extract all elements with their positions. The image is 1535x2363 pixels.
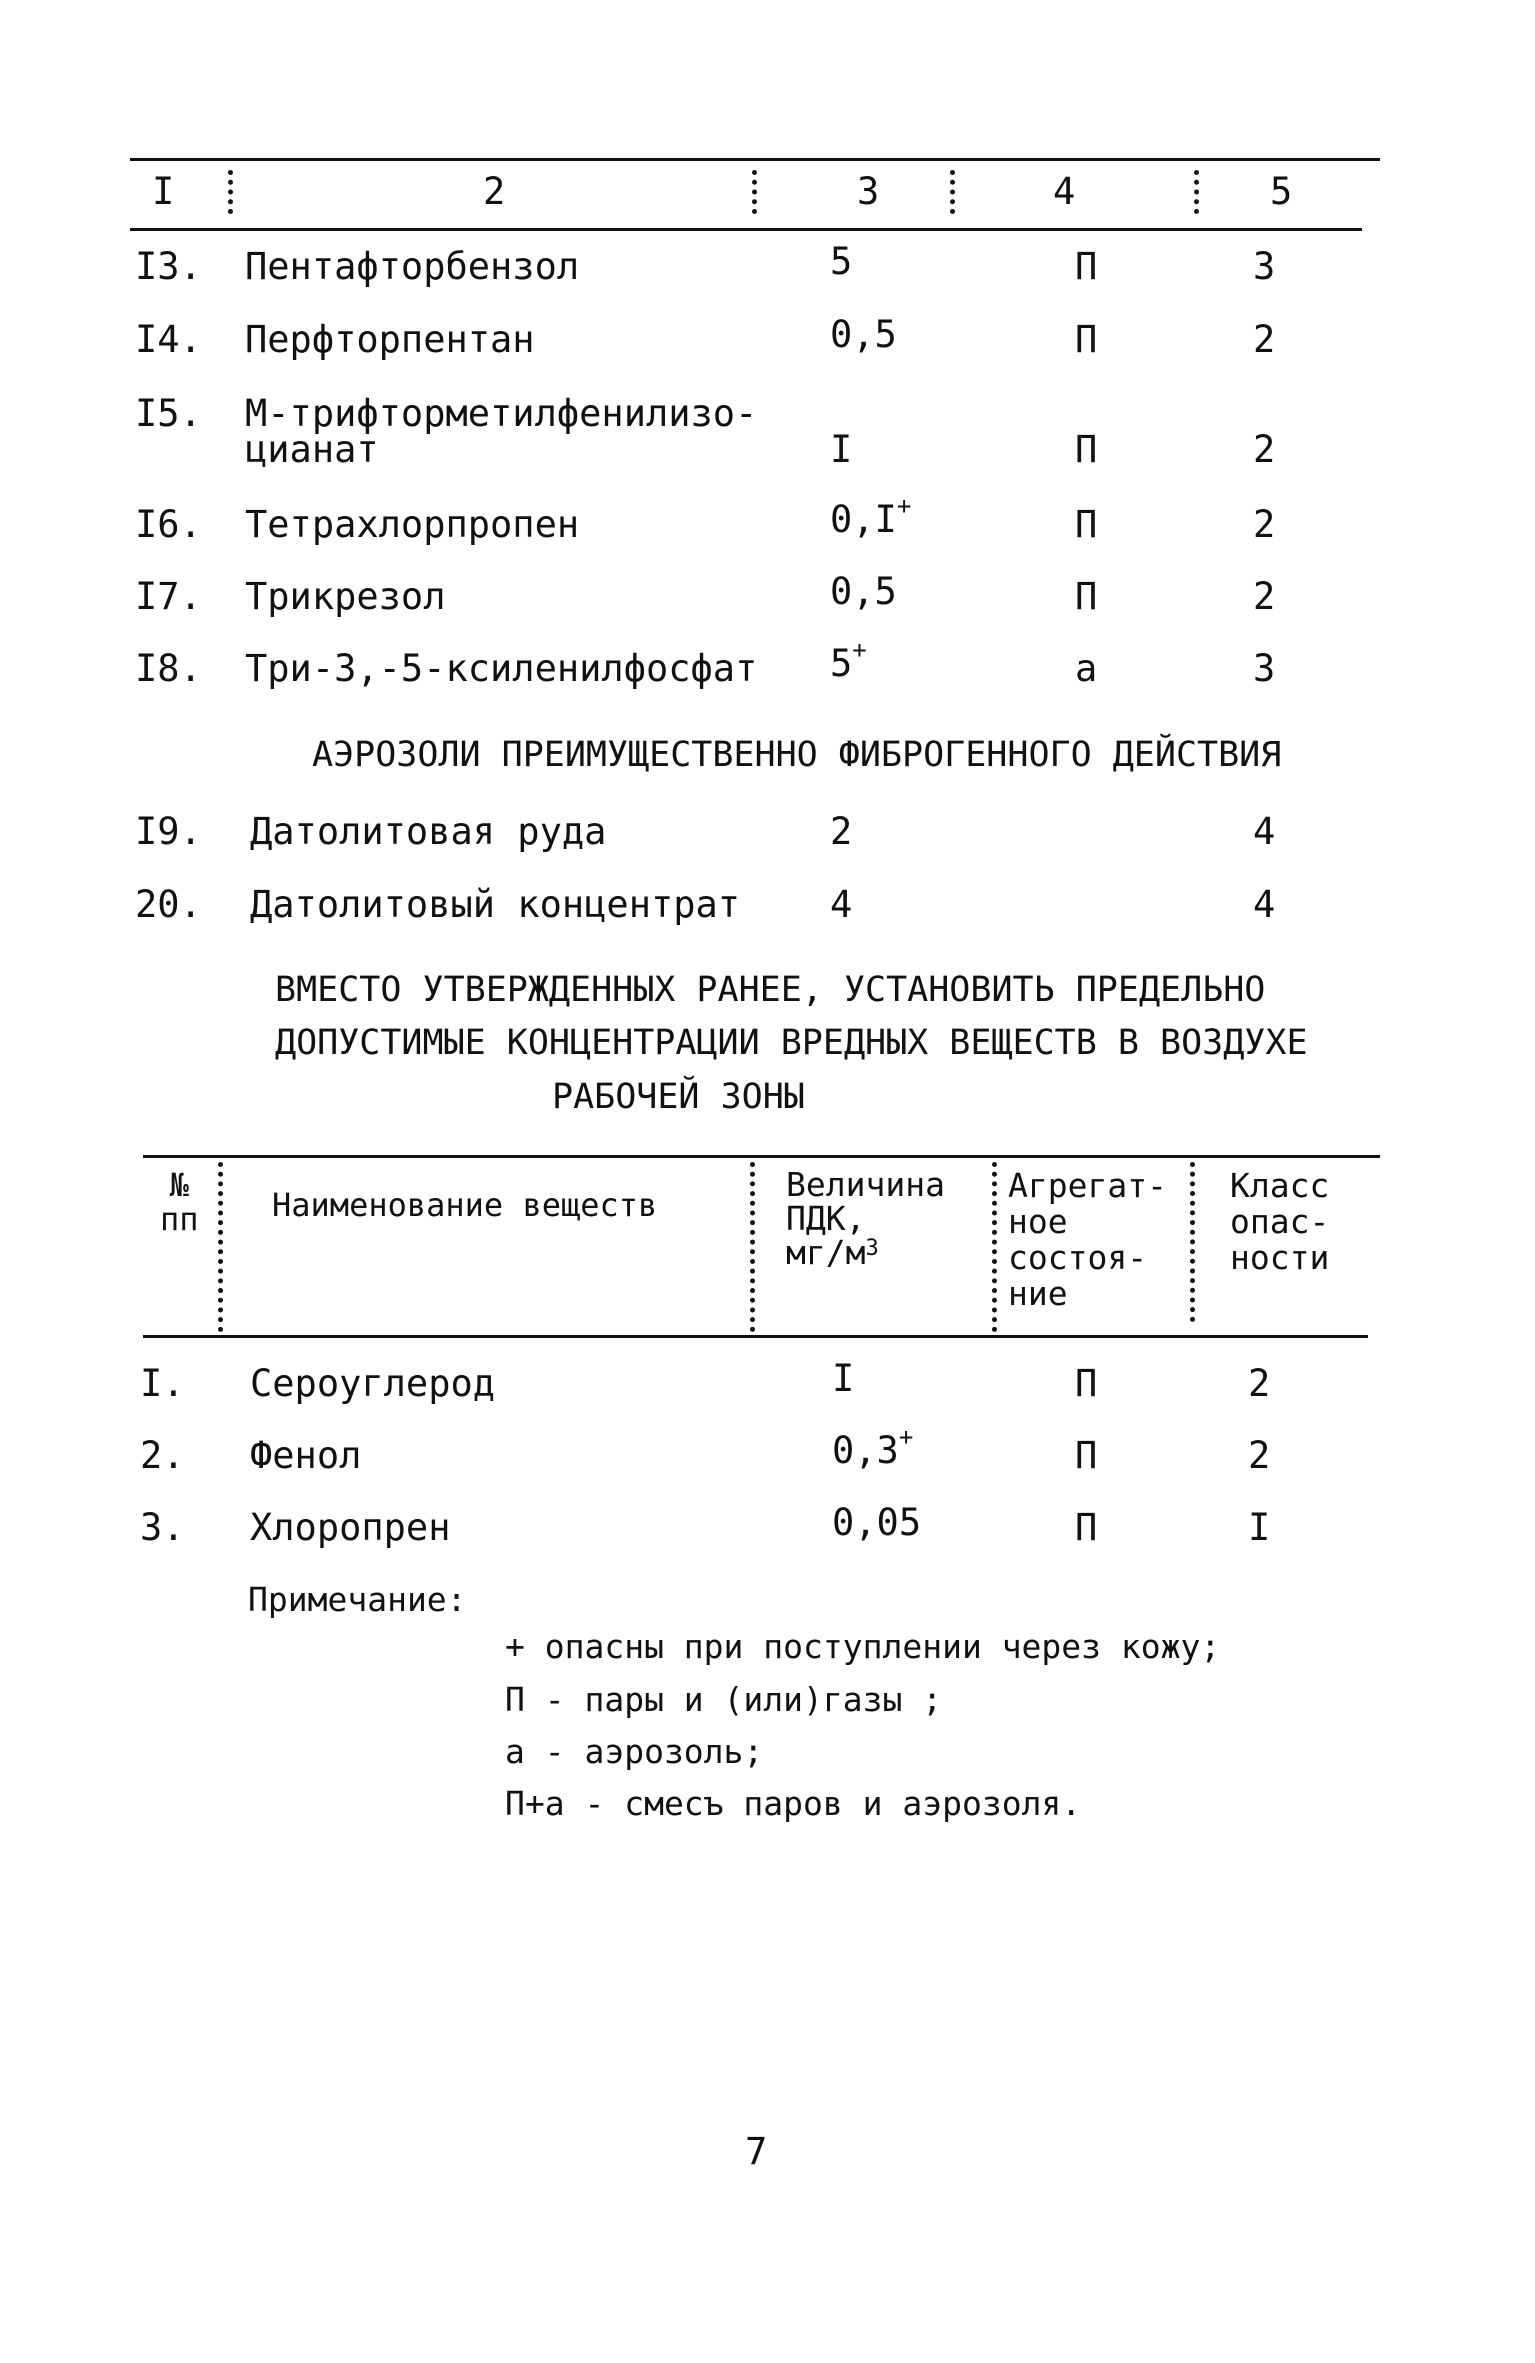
section-heading-line: РАБОЧЕЙ ЗОНЫ bbox=[552, 1077, 805, 1117]
section-heading-line: ВМЕСТО УТВЕРЖДЕННЫХ РАНЕЕ, УСТАНОВИТЬ ПРЕДЕЛЬНО bbox=[275, 970, 1266, 1010]
pdk-value: 0,I+ bbox=[830, 492, 912, 541]
row-number: 2. bbox=[140, 1434, 185, 1477]
class-value: 3 bbox=[1253, 245, 1276, 288]
substance-name: Хлоропрен bbox=[250, 1506, 451, 1549]
row-number: 20. bbox=[135, 883, 202, 926]
row-number: I8. bbox=[135, 647, 202, 690]
table1-col1-header: I bbox=[152, 170, 175, 213]
substance-name: М-трифторметилфенилизо- bbox=[245, 392, 758, 435]
state-value: а bbox=[1075, 647, 1098, 690]
table2-header-class: Класс опас- ности bbox=[1230, 1166, 1330, 1277]
substance-name: Пентафторбензол bbox=[245, 245, 580, 288]
substance-name: Датолитовая руда bbox=[250, 810, 607, 853]
pdk-value: I bbox=[830, 428, 853, 471]
class-value: 2 bbox=[1248, 1362, 1271, 1405]
class-value: 2 bbox=[1253, 318, 1276, 361]
table2-col-divider bbox=[1190, 1162, 1195, 1322]
substance-name: Перфторпентан bbox=[245, 318, 535, 361]
table1-col4-header: 4 bbox=[1053, 170, 1076, 213]
substance-name: Тетрахлорпропен bbox=[245, 503, 580, 546]
row-number: I9. bbox=[135, 810, 202, 853]
substance-name-continued: цианат bbox=[245, 428, 379, 471]
pdk-value: 0,5 bbox=[830, 570, 897, 613]
row-number: I4. bbox=[135, 318, 202, 361]
note-line: П - пары и (или)газы ; bbox=[505, 1680, 943, 1719]
pdk-value: 4 bbox=[830, 883, 853, 926]
note-line: а - аэрозоль; bbox=[505, 1732, 764, 1771]
note-label: Примечание: bbox=[248, 1580, 467, 1619]
class-value: 2 bbox=[1248, 1434, 1271, 1477]
state-value: П bbox=[1075, 503, 1098, 546]
note-line: + опасны при поступлении через кожу; bbox=[505, 1627, 1221, 1666]
row-number: I5. bbox=[135, 392, 202, 435]
section-heading-line: ДОПУСТИМЫЕ КОНЦЕНТРАЦИИ ВРЕДНЫХ ВЕЩЕСТВ В ВОЗДУХЕ bbox=[275, 1023, 1308, 1063]
table2-col-divider bbox=[992, 1162, 997, 1332]
table1-top-rule bbox=[130, 158, 1380, 161]
state-value: П bbox=[1075, 245, 1098, 288]
substance-name: Три-3,-5-ксиленилфосфат bbox=[245, 647, 758, 690]
row-number: I6. bbox=[135, 503, 202, 546]
row-number: I3. bbox=[135, 245, 202, 288]
state-value: П bbox=[1075, 428, 1098, 471]
table2-header-rule bbox=[143, 1335, 1368, 1338]
pdk-value: I bbox=[832, 1357, 855, 1400]
table2-header-name: Наименование веществ bbox=[272, 1186, 658, 1224]
row-number: 3. bbox=[140, 1506, 185, 1549]
table2-header-state: Агрегат- ное состоя- ние bbox=[1008, 1166, 1167, 1313]
table1-col-divider bbox=[228, 170, 233, 214]
substance-name: Трикрезол bbox=[245, 575, 446, 618]
substance-name: Фенол bbox=[250, 1434, 362, 1477]
row-number: I. bbox=[140, 1362, 185, 1405]
pdk-value: 0,05 bbox=[832, 1501, 922, 1544]
pdk-value: 0,5 bbox=[830, 313, 897, 356]
state-value: П bbox=[1075, 318, 1098, 361]
table2-top-rule bbox=[143, 1155, 1380, 1158]
table1-col2-header: 2 bbox=[483, 170, 506, 213]
page-number: 7 bbox=[745, 2130, 768, 2173]
class-value: 2 bbox=[1253, 503, 1276, 546]
pdk-value: 5 bbox=[830, 240, 853, 283]
pdk-value: 2 bbox=[830, 810, 853, 853]
table2-header-num: № пп bbox=[160, 1166, 199, 1238]
table1-col-divider bbox=[950, 170, 955, 214]
table2-col-divider bbox=[218, 1162, 223, 1332]
substance-name: Датолитовый концентрат bbox=[250, 883, 741, 926]
class-value: 4 bbox=[1253, 810, 1276, 853]
state-value: П bbox=[1075, 575, 1098, 618]
note-line: П+а - смесъ паров и аэрозоля. bbox=[505, 1784, 1082, 1823]
table1-col5-header: 5 bbox=[1270, 170, 1293, 213]
state-value: П bbox=[1075, 1434, 1098, 1477]
class-value: 2 bbox=[1253, 428, 1276, 471]
state-value: П bbox=[1075, 1506, 1098, 1549]
table1-col3-header: 3 bbox=[857, 170, 880, 213]
section-heading: АЭРОЗОЛИ ПРЕИМУЩЕСТВЕННО ФИБРОГЕННОГО ДЕЙСТВИЯ bbox=[312, 735, 1282, 775]
substance-name: Сероуглерод bbox=[250, 1362, 496, 1405]
table2-col-divider bbox=[750, 1162, 755, 1332]
table1-col-divider bbox=[1194, 170, 1199, 214]
class-value: 4 bbox=[1253, 883, 1276, 926]
row-number: I7. bbox=[135, 575, 202, 618]
pdk-value: 5+ bbox=[830, 636, 867, 685]
table1-col-divider bbox=[752, 170, 757, 214]
class-value: I bbox=[1248, 1506, 1271, 1549]
state-value: П bbox=[1075, 1362, 1098, 1405]
table1-header-rule bbox=[130, 228, 1362, 231]
pdk-value: 0,3+ bbox=[832, 1423, 914, 1472]
table2-header-pdk: Величина ПДК, $мг/м^3$ bbox=[786, 1165, 945, 1272]
class-value: 3 bbox=[1253, 647, 1276, 690]
class-value: 2 bbox=[1253, 575, 1276, 618]
